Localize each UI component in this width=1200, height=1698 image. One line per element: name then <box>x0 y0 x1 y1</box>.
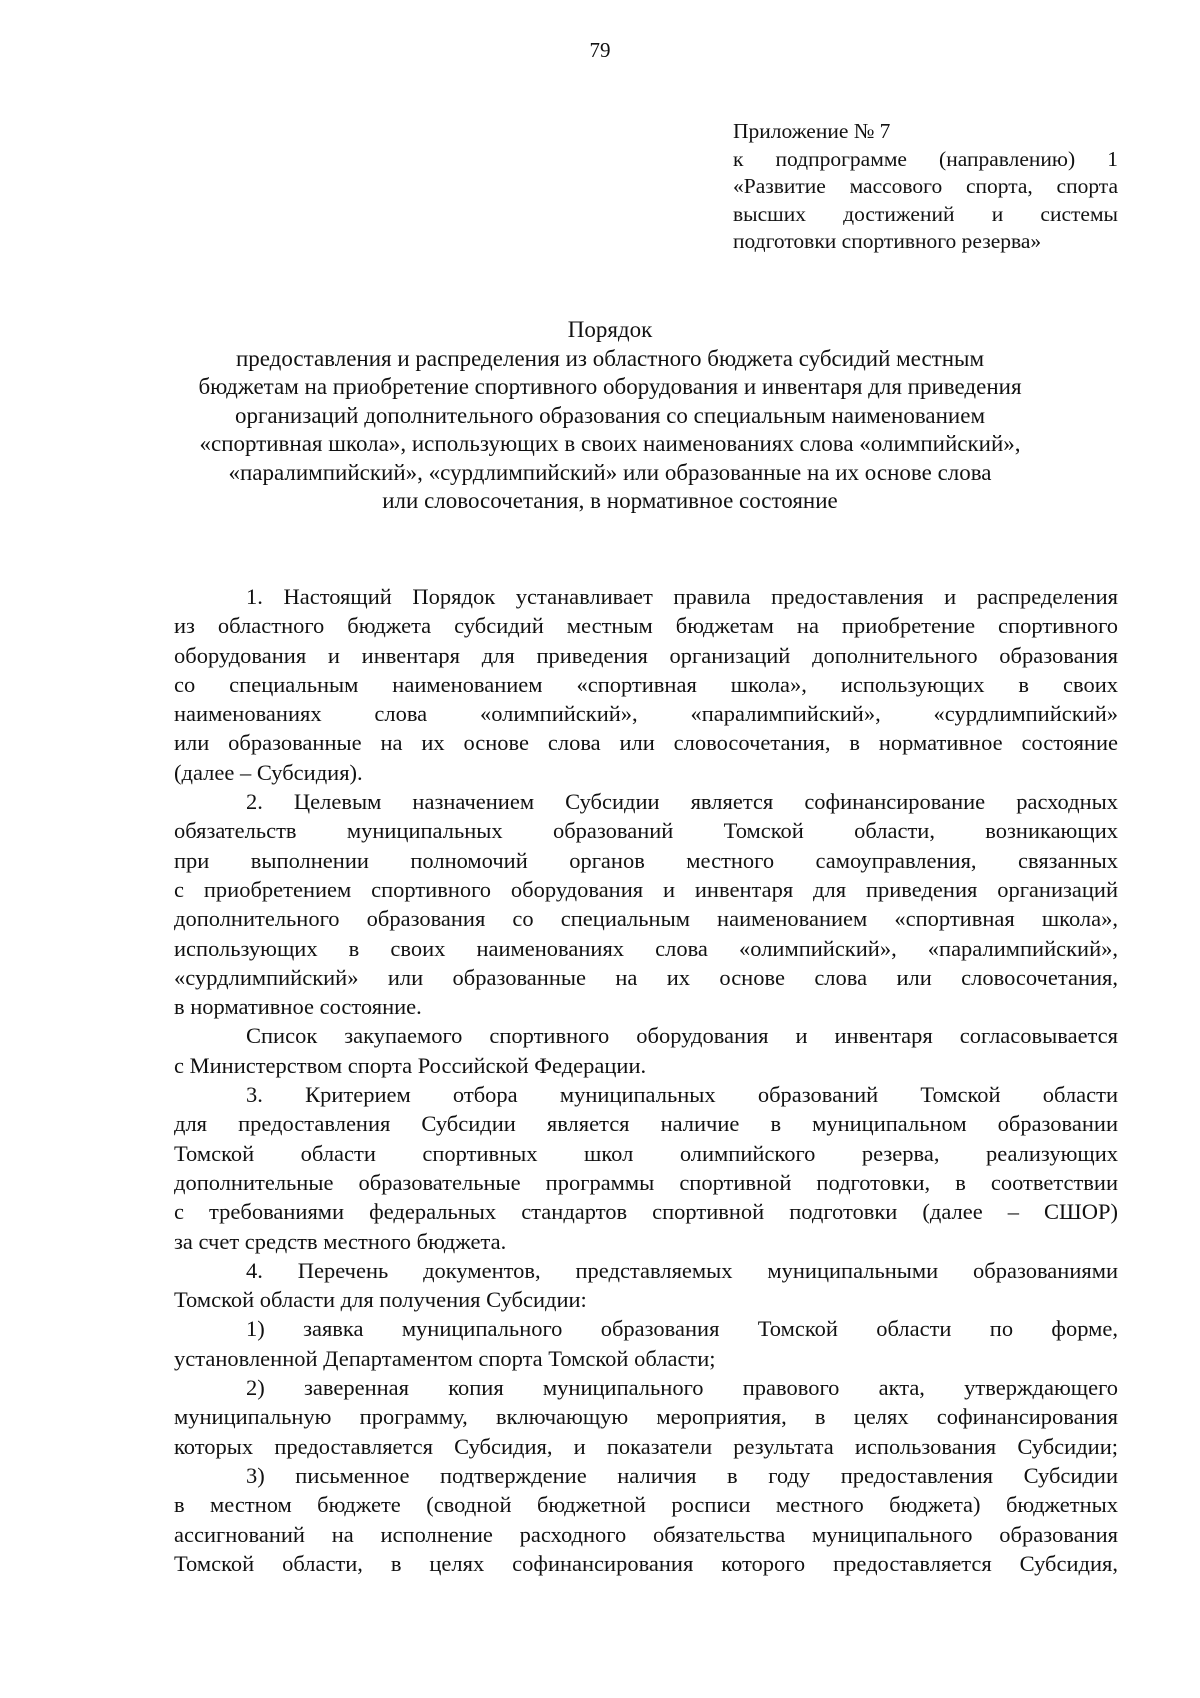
body-line: оборудования и инвентаря для приведения организаций дополнительного образования <box>174 642 1118 668</box>
body-line: 3. Критерием отбора муниципальных образований Томской области <box>246 1082 1118 1108</box>
body-line: 4. Перечень документов, представляемых муниципальными образованиями <box>246 1257 1118 1283</box>
body-line: дополнительные образовательные программы спортивной подготовки, в соответствии <box>174 1169 1118 1195</box>
body-line: со специальным наименованием «спортивная школа», использующих в своих <box>174 671 1118 697</box>
body-line: или образованные на их основе слова или словосочетания, в нормативное состояние <box>174 730 1118 756</box>
page-number: 79 <box>589 38 611 62</box>
title-line: бюджетам на приобретение спортивного оборудования и инвентаря для приведения <box>198 374 1022 399</box>
body-line: с Министерством спорта Российской Федерации. <box>174 1052 647 1078</box>
body-line: (далее – Субсидия). <box>174 759 363 785</box>
body-line: для предоставления Субсидии является наличие в муниципальном образовании <box>174 1111 1118 1137</box>
title-line: «спортивная школа», использующих в своих наименованиях слова «олимпийский», <box>199 431 1021 456</box>
body-line: использующих в своих наименованиях слова «олимпийский», «паралимпийский», <box>174 935 1118 961</box>
body-line: 3) письменное подтверждение наличия в году предоставления Субсидии <box>246 1462 1118 1488</box>
title-line: или словосочетания, в нормативное состояние <box>382 488 838 513</box>
body-line: дополнительного образования со специальным наименованием «спортивная школа», <box>174 906 1118 932</box>
body-line: установленной Департаментом спорта Томской области; <box>174 1345 716 1371</box>
body-line: «сурдлимпийский» или образованные на их основе слова или словосочетания, <box>174 964 1118 990</box>
title-line: организаций дополнительного образования со специальным наименованием <box>234 402 986 428</box>
appendix-line: к подпрограмме (направлению) 1 <box>733 146 1118 171</box>
body-line: 1) заявка муниципального образования Томской области по форме, <box>246 1316 1118 1342</box>
appendix-line: подготовки спортивного резерва» <box>733 229 1042 253</box>
body-line: обязательств муниципальных образований Томской области, возникающих <box>174 818 1118 844</box>
body-line: Томской области для получения Субсидии: <box>174 1287 587 1313</box>
body-line: Список закупаемого спортивного оборудования и инвентаря согласовывается <box>246 1023 1118 1049</box>
body-line: в нормативное состояние. <box>174 994 422 1020</box>
body-line: 2. Целевым назначением Субсидии является софинансирование расходных <box>246 789 1118 815</box>
title-line: предоставления и распределения из областного бюджета субсидий местным <box>235 345 985 371</box>
document-title <box>150 316 1070 516</box>
body-line: Томской области спортивных школ олимпийского резерва, реализующих <box>174 1140 1118 1166</box>
body-line: ассигнований на исполнение расходного обязательства муниципального образования <box>174 1521 1118 1547</box>
body-line: муниципальную программу, включающую мероприятия, в целях софинансирования <box>174 1404 1118 1430</box>
body-line: из областного бюджета субсидий местным бюджетам на приобретение спортивного <box>174 613 1118 639</box>
appendix-header <box>733 118 1118 256</box>
body-line: с приобретением спортивного оборудования и инвентаря для приведения организаций <box>174 876 1118 902</box>
body-line: при выполнении полномочий органов местного самоуправления, связанных <box>174 847 1118 873</box>
appendix-line: высших достижений и системы <box>733 201 1118 226</box>
body-line: в местном бюджете (сводной бюджетной росписи местного бюджета) бюджетных <box>174 1492 1118 1518</box>
body-line: 2) заверенная копия муниципального правового акта, утверждающего <box>246 1375 1118 1401</box>
title-heading: Порядок <box>567 317 653 342</box>
body-line: 1. Настоящий Порядок устанавливает правила предоставления и распределения <box>246 584 1118 609</box>
appendix-line: «Развитие массового спорта, спорта <box>733 174 1118 198</box>
appendix-line: Приложение № 7 <box>733 119 891 143</box>
body-line: Томской области, в целях софинансирования которого предоставляется Субсидия, <box>174 1550 1118 1576</box>
body-line: наименованиях слова «олимпийский», «паралимпийский», «сурдлимпийский» <box>174 701 1118 727</box>
body-line: за счет средств местного бюджета. <box>174 1228 507 1254</box>
title-line: «паралимпийский», «сурдлимпийский» или образованные на их основе слова <box>228 459 992 485</box>
body-line: с требованиями федеральных стандартов спортивной подготовки (далее – СШОР) <box>174 1199 1118 1225</box>
document-body <box>174 582 1118 1578</box>
body-line: которых предоставляется Субсидия, и показатели результата использования Субсидии; <box>174 1433 1118 1459</box>
